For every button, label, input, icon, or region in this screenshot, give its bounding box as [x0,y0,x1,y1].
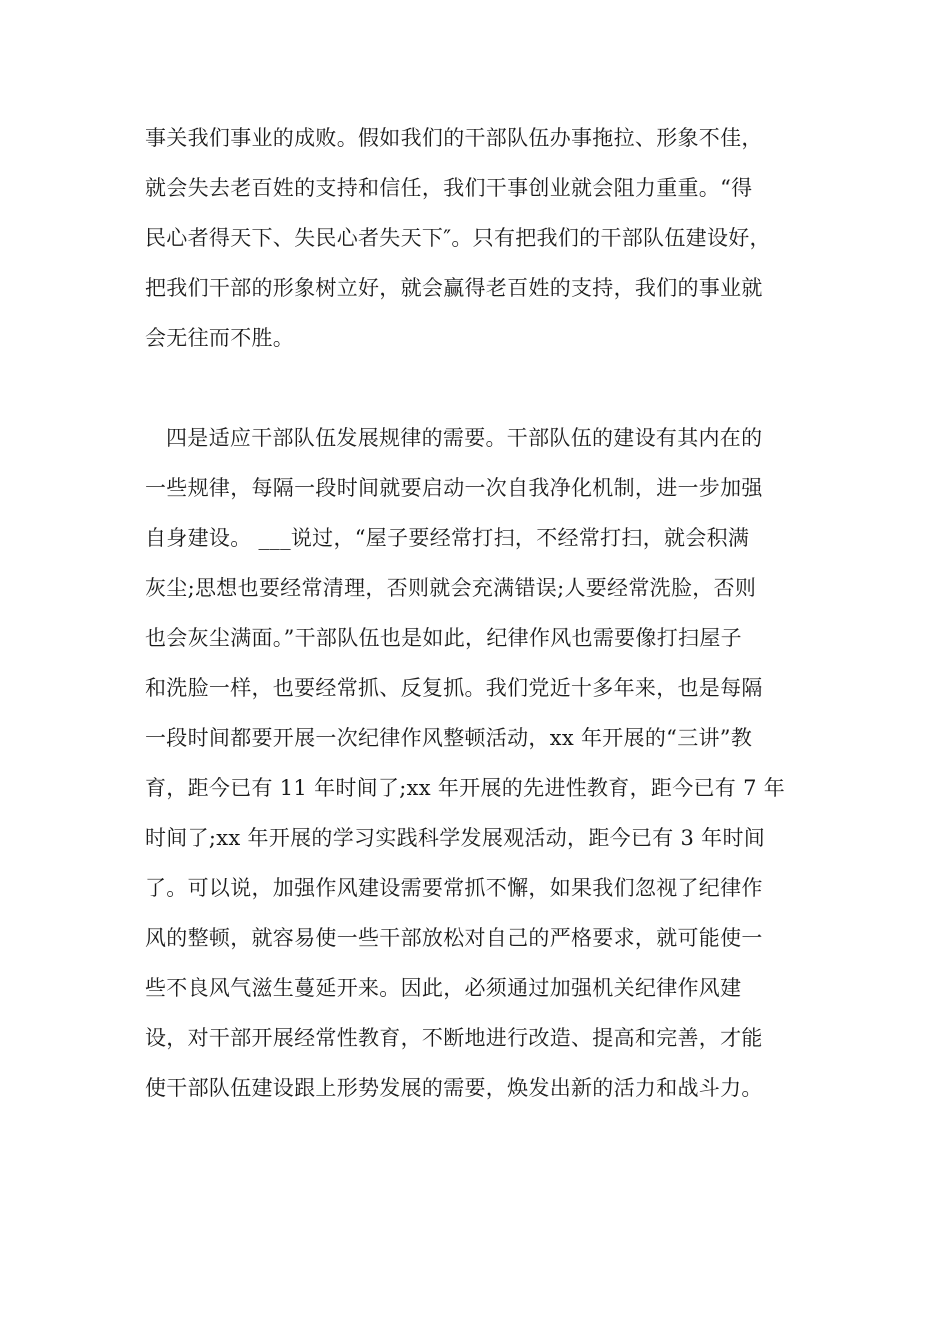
text-line: 四是适应干部队伍发展规律的需要。干部队伍的建设有其内在的 [166,426,763,450]
text-line: 一段时间都要开展一次纪律作风整顿活动，xx 年开展的“三讲”教 [145,726,753,750]
text-line: 灰尘;思想也要经常清理，否则就会充满错误;人要经常洗脸，否则 [145,576,757,600]
text-line: 事关我们事业的成败。假如我们的干部队伍办事拖拉、形象不佳， [145,126,763,150]
text-line: 会无往而不胜。 [145,326,295,350]
text-line: 设，对干部开展经常性教育，不断地进行改造、提高和完善，才能 [145,1026,763,1050]
text-line: 就会失去老百姓的支持和信任，我们干事创业就会阻力重重。“得 [145,176,753,200]
text-line: 一些规律，每隔一段时间就要启动一次自我净化机制，进一步加强 [145,476,763,500]
text-line: 些不良风气滋生蔓延开来。因此，必须通过加强机关纪律作风建 [145,976,742,1000]
text-line: 使干部队伍建设跟上形势发展的需要，焕发出新的活力和战斗力。 [145,1076,763,1100]
text-line: 把我们干部的形象树立好，就会赢得老百姓的支持，我们的事业就 [145,276,763,300]
text-line: 和洗脸一样，也要经常抓、反复抓。我们党近十多年来，也是每隔 [145,676,763,700]
text-line: 育，距今已有 11 年时间了;xx 年开展的先进性教育，距今已有 7 年 [145,776,786,800]
text-line: 风的整顿，就容易使一些干部放松对自己的严格要求，就可能使一 [145,926,763,950]
text-line: 民心者得天下、失民心者失天下″。只有把我们的干部队伍建设好， [145,226,771,250]
text-line: 也会灰尘满面。”干部队伍也是如此，纪律作风也需要像打扫屋子 [145,626,742,650]
text-line: 自身建设。 ___说过，“屋子要经常打扫，不经常打扫，就会积满 [145,526,750,550]
text-line: 了。可以说，加强作风建设需要常抓不懈，如果我们忽视了纪律作 [145,876,763,900]
text-line: 时间了;xx 年开展的学习实践科学发展观活动，距今已有 3 年时间 [145,826,766,850]
